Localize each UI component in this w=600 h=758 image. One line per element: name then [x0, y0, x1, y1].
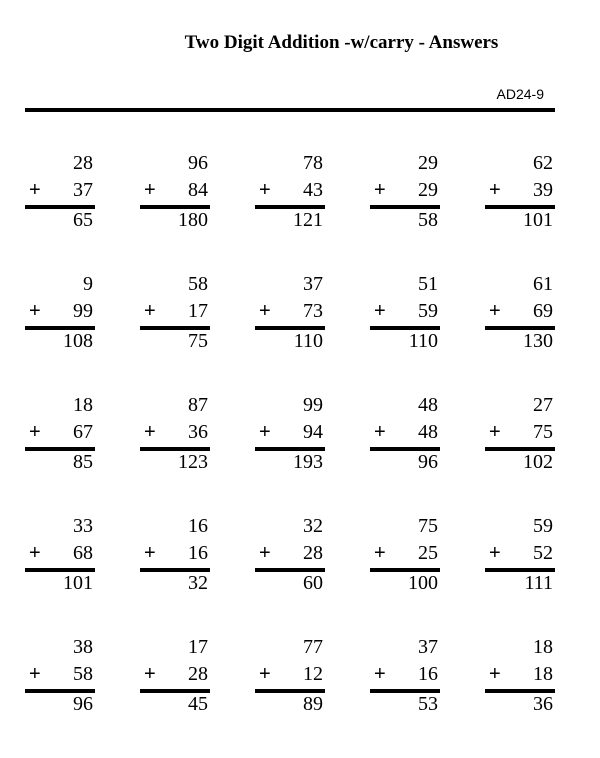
- addition-problem: [25, 513, 95, 597]
- addition-problem: [370, 271, 440, 355]
- addend-bottom: 39: [533, 179, 553, 201]
- addend-bottom: 25: [418, 542, 438, 564]
- plus-sign: +: [489, 663, 501, 685]
- addend-bottom: 29: [418, 179, 438, 201]
- sum-answer: 100: [408, 572, 438, 594]
- sum-answer: 108: [63, 330, 93, 352]
- sum-answer: 53: [418, 693, 438, 715]
- sum-answer: 45: [188, 693, 208, 715]
- addend-bottom: 68: [73, 542, 93, 564]
- sum-answer: 89: [303, 693, 323, 715]
- addition-problem: [140, 634, 210, 718]
- addition-problem: [485, 392, 555, 476]
- plus-sign: +: [489, 421, 501, 443]
- sum-answer: 180: [178, 209, 208, 231]
- plus-sign: +: [259, 663, 271, 685]
- plus-sign: +: [259, 542, 271, 564]
- plus-sign: +: [374, 421, 386, 443]
- sum-answer: 65: [73, 209, 93, 231]
- plus-sign: +: [489, 300, 501, 322]
- sum-answer: 101: [523, 209, 553, 231]
- sum-answer: 193: [293, 451, 323, 473]
- addend-top: 18: [73, 394, 93, 416]
- sum-answer: 58: [418, 209, 438, 231]
- addition-problem: [25, 634, 95, 718]
- sum-answer: 111: [524, 572, 553, 594]
- addend-bottom: 12: [303, 663, 323, 685]
- addend-bottom: 28: [188, 663, 208, 685]
- addition-problem: [370, 513, 440, 597]
- addend-bottom: 28: [303, 542, 323, 564]
- sum-answer: 85: [73, 451, 93, 473]
- plus-sign: +: [374, 179, 386, 201]
- addend-top: 18: [533, 636, 553, 658]
- addend-top: 61: [533, 273, 553, 295]
- sum-answer: 110: [293, 330, 323, 352]
- addend-bottom: 59: [418, 300, 438, 322]
- addend-bottom: 18: [533, 663, 553, 685]
- sum-answer: 32: [188, 572, 208, 594]
- addend-bottom: 48: [418, 421, 438, 443]
- addition-problem: [370, 150, 440, 234]
- addend-top: 16: [188, 515, 208, 537]
- plus-sign: +: [489, 542, 501, 564]
- addition-problem: [370, 392, 440, 476]
- addend-bottom: 17: [188, 300, 208, 322]
- sum-answer: 60: [303, 572, 323, 594]
- plus-sign: +: [374, 663, 386, 685]
- addend-top: 28: [73, 152, 93, 174]
- sum-answer: 130: [523, 330, 553, 352]
- addition-problem: [255, 150, 325, 234]
- plus-sign: +: [29, 300, 41, 322]
- addition-problem: [255, 392, 325, 476]
- addition-problem: [485, 634, 555, 718]
- addend-top: 29: [418, 152, 438, 174]
- addend-bottom: 99: [73, 300, 93, 322]
- addend-bottom: 37: [73, 179, 93, 201]
- addend-top: 77: [303, 636, 323, 658]
- addition-problem: [255, 634, 325, 718]
- addend-top: 48: [418, 394, 438, 416]
- plus-sign: +: [144, 542, 156, 564]
- addition-problem: [485, 513, 555, 597]
- plus-sign: +: [259, 421, 271, 443]
- plus-sign: +: [29, 421, 41, 443]
- plus-sign: +: [374, 300, 386, 322]
- sum-answer: 102: [523, 451, 553, 473]
- plus-sign: +: [29, 179, 41, 201]
- sum-answer: 121: [293, 209, 323, 231]
- addend-top: 96: [188, 152, 208, 174]
- sum-answer: 123: [178, 451, 208, 473]
- addition-problem: [25, 271, 95, 355]
- addition-problem: [140, 513, 210, 597]
- addition-problem: [25, 392, 95, 476]
- addend-top: 27: [533, 394, 553, 416]
- addition-problem: [255, 513, 325, 597]
- plus-sign: +: [374, 542, 386, 564]
- sum-answer: 75: [188, 330, 208, 352]
- addend-top: 99: [303, 394, 323, 416]
- addend-top: 32: [303, 515, 323, 537]
- addition-problem: [140, 392, 210, 476]
- plus-sign: +: [489, 179, 501, 201]
- addend-bottom: 75: [533, 421, 553, 443]
- addend-top: 59: [533, 515, 553, 537]
- addend-top: 37: [303, 273, 323, 295]
- sum-answer: 101: [63, 572, 93, 594]
- addend-bottom: 73: [303, 300, 323, 322]
- addend-top: 78: [303, 152, 323, 174]
- sum-answer: 96: [73, 693, 93, 715]
- plus-sign: +: [144, 421, 156, 443]
- plus-sign: +: [144, 663, 156, 685]
- addend-bottom: 36: [188, 421, 208, 443]
- addition-problem: [485, 150, 555, 234]
- header-rule: [25, 108, 555, 112]
- plus-sign: +: [144, 300, 156, 322]
- worksheet-code: AD24-9: [496, 86, 544, 102]
- addition-problem: [140, 271, 210, 355]
- addend-bottom: 58: [73, 663, 93, 685]
- addend-top: 9: [83, 273, 93, 295]
- sum-answer: 36: [533, 693, 553, 715]
- addend-top: 58: [188, 273, 208, 295]
- addend-top: 51: [418, 273, 438, 295]
- plus-sign: +: [144, 179, 156, 201]
- addend-top: 33: [73, 515, 93, 537]
- problem-grid: [25, 150, 555, 718]
- addend-bottom: 69: [533, 300, 553, 322]
- addend-bottom: 16: [418, 663, 438, 685]
- addend-top: 37: [418, 636, 438, 658]
- addition-problem: [370, 634, 440, 718]
- addend-bottom: 94: [303, 421, 323, 443]
- addend-bottom: 43: [303, 179, 323, 201]
- sum-answer: 96: [418, 451, 438, 473]
- addend-bottom: 52: [533, 542, 553, 564]
- addend-top: 38: [73, 636, 93, 658]
- addend-bottom: 16: [188, 542, 208, 564]
- addend-top: 75: [418, 515, 438, 537]
- addend-bottom: 84: [188, 179, 208, 201]
- addition-problem: [25, 150, 95, 234]
- addition-problem: [255, 271, 325, 355]
- addition-problem: [485, 271, 555, 355]
- plus-sign: +: [259, 300, 271, 322]
- plus-sign: +: [259, 179, 271, 201]
- worksheet-title: Two Digit Addition -w/carry - Answers: [184, 32, 499, 53]
- sum-answer: 110: [408, 330, 438, 352]
- addend-top: 87: [188, 394, 208, 416]
- addend-bottom: 67: [73, 421, 93, 443]
- addend-top: 17: [188, 636, 208, 658]
- addend-top: 62: [533, 152, 553, 174]
- plus-sign: +: [29, 663, 41, 685]
- addition-problem: [140, 150, 210, 234]
- plus-sign: +: [29, 542, 41, 564]
